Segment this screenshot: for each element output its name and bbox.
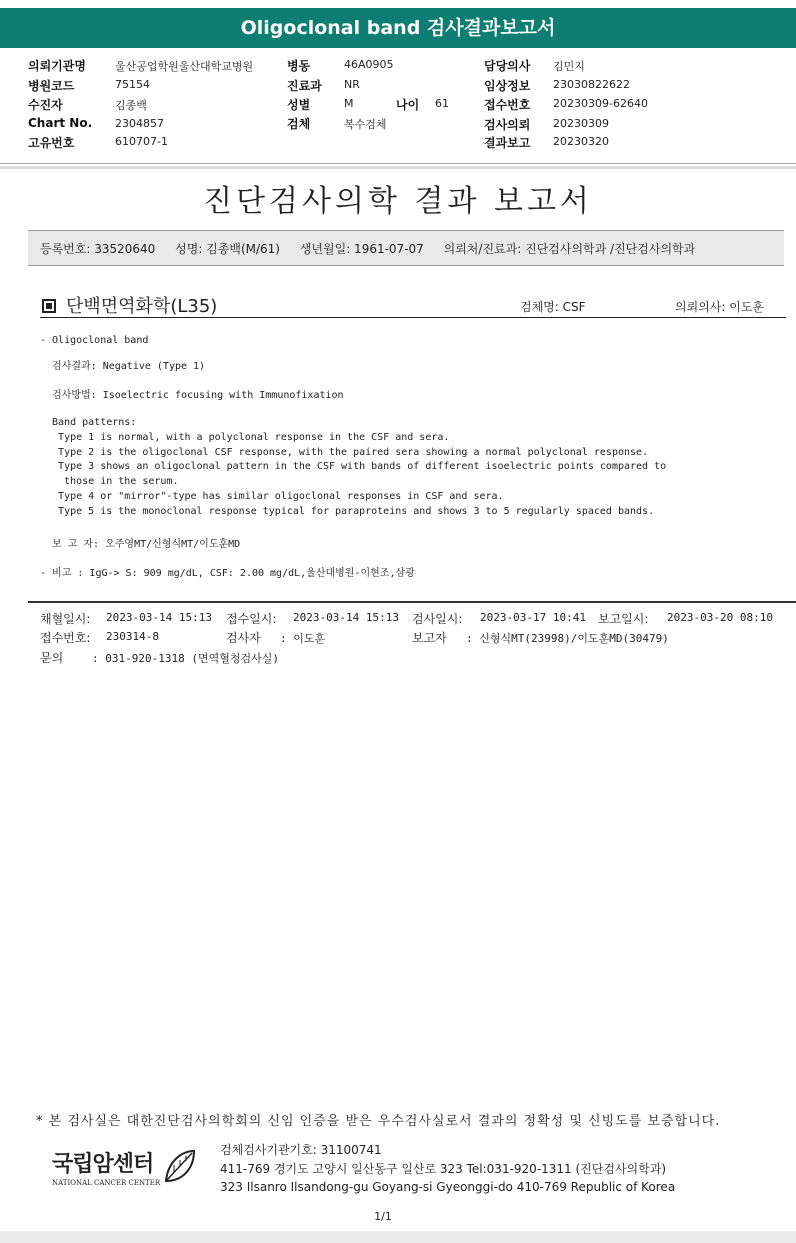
certification-note: * 본 검사실은 대한진단검사의학회의 신임 인증을 받은 우수검사실로서 결과의 정확성 및 신빙도를 보증합니다. xyxy=(36,1114,721,1129)
referral-dept: 의뢰처/진료과: 진단검사의학과 /진단검사의학과 xyxy=(443,242,696,256)
receive-label: 접수일시: xyxy=(226,612,277,626)
specimen-value: 복수검체 xyxy=(344,118,387,131)
band-patterns-heading: Band patterns: xyxy=(40,417,137,428)
logo-english: NATIONAL CANCER CENTER xyxy=(52,1179,161,1187)
sex-value: M xyxy=(344,97,354,110)
tester-label: 검사자 xyxy=(226,631,261,645)
square-bullet-icon xyxy=(42,299,56,313)
ward-value: 46A0905 xyxy=(344,58,394,71)
test-method: 검사방법: Isoelectric focusing with Immunofixation xyxy=(40,390,344,401)
doctor-label: 담당의사 xyxy=(484,59,531,73)
receipt-no-value: 20230309-62640 xyxy=(553,97,648,110)
section-title: 단백면역화학(L35) xyxy=(66,296,218,317)
institution-label: 의뢰기관명 xyxy=(28,59,86,73)
specimen-label: 검체 xyxy=(287,117,311,131)
receipt-number-value: 230314-8 xyxy=(106,630,159,643)
band-type-2: Type 2 is the oligoclonal CSF response, with the paired sera showing a normal polyclonal response. xyxy=(40,447,649,458)
footer-divider xyxy=(28,601,796,603)
collect-label: 채혈일시: xyxy=(40,612,91,626)
requesting-physician: 의뢰의사: 이도훈 xyxy=(675,300,765,314)
chart-no-label: Chart No. xyxy=(28,116,93,130)
ncc-logo xyxy=(48,1147,198,1191)
doctor-value: 김민지 xyxy=(553,60,585,73)
registration-number: 등록번호: 33520640 xyxy=(40,242,156,256)
test-name: - Oligoclonal band xyxy=(40,335,149,346)
test-result: 검사결과: Negative (Type 1) xyxy=(40,361,206,372)
clinical-info-value: 23030822622 xyxy=(553,78,630,91)
band-type-4: Type 4 or "mirror"-type has similar oligoclonal responses in CSF and sera. xyxy=(40,491,504,502)
recipient-label: 수진자 xyxy=(28,98,63,112)
report-date-value: 20230320 xyxy=(553,135,609,148)
address-korean: 411-769 경기도 고양시 일산동구 일산로 323 Tel:031-920-1311 (진단검사의학과) xyxy=(220,1162,667,1176)
test-value: 2023-03-17 10:41 xyxy=(480,611,586,624)
hospital-code-value: 75154 xyxy=(115,78,150,91)
address-english: 323 Ilsanro Ilsandong-gu Goyang-si Gyeonggi-do 410-769 Republic of Korea xyxy=(220,1180,676,1194)
section-title-wrap xyxy=(42,292,217,318)
band-type-3: Type 3 shows an oligoclonal pattern in the CSF with bands of different isoelectric points compared to xyxy=(40,461,667,472)
inquiry-value: : 031-920-1318 (면역혈청검사실) xyxy=(92,652,279,665)
band-type-3-cont: those in the serum. xyxy=(40,476,179,487)
institution-value: 울산공업학원울산대학교병원 xyxy=(115,60,254,73)
receipt-number-label: 접수번호: xyxy=(40,631,91,645)
test-label: 검사일시: xyxy=(412,612,463,626)
patient-name: 성명: 김종백(M/61) xyxy=(175,242,280,256)
dept-label: 진료과 xyxy=(287,79,322,93)
chart-no-value: 2304857 xyxy=(115,117,164,130)
age-label: 나이 xyxy=(396,98,420,112)
section-header xyxy=(40,290,786,318)
bottom-band xyxy=(0,1231,796,1243)
dept-value: NR xyxy=(344,78,360,91)
reporter-value: : 신형식MT(23998)/이도훈MD(30479) xyxy=(466,632,669,645)
report-title: 진단검사의학 결과 보고서 xyxy=(203,184,593,219)
request-date-label: 검사의뢰 xyxy=(484,118,531,132)
band-type-5: Type 5 is the monoclonal response typical for paraproteins and shows 3 to 5 regularly spaced bands. xyxy=(40,506,655,517)
remarks: - 비고 : IgG-> S: 909 mg/dL, CSF: 2.00 mg/dL,울산대병원-이현조,삼광 xyxy=(40,568,415,579)
logo-korean: 국립암센터 xyxy=(52,1152,154,1177)
sex-label: 성별 xyxy=(287,98,311,112)
age-value: 61 xyxy=(435,97,449,110)
agency-number: 검체검사기관기호: 31100741 xyxy=(220,1143,382,1157)
hospital-code-label: 병원코드 xyxy=(28,79,75,93)
birth-date: 생년월일: 1961-07-07 xyxy=(299,242,424,256)
report-label: 보고일시: xyxy=(598,612,649,626)
receive-value: 2023-03-14 15:13 xyxy=(293,611,399,624)
report-value: 2023-03-20 08:10 xyxy=(667,611,773,624)
inquiry-label: 문의 xyxy=(40,651,64,665)
report-title-bar: Oligoclonal band 검사결과보고서 xyxy=(0,8,796,48)
collect-value: 2023-03-14 15:13 xyxy=(106,611,212,624)
patient-info-bar xyxy=(28,230,784,266)
page-number: 1/1 xyxy=(374,1210,392,1223)
header-info xyxy=(0,52,796,164)
ward-label: 병동 xyxy=(287,59,311,73)
request-date-value: 20230309 xyxy=(553,117,609,130)
leaf-logo-icon xyxy=(162,1147,198,1187)
receipt-no-label: 접수번호 xyxy=(484,98,531,112)
report-date-label: 결과보고 xyxy=(484,136,531,150)
reporters: 보 고 자: 오주영MT/신형식MT/이도훈MD xyxy=(40,539,241,550)
unique-no-value: 610707-1 xyxy=(115,135,168,148)
recipient-value: 김종백 xyxy=(115,99,147,112)
reporter-label: 보고자 xyxy=(412,631,447,645)
clinical-info-label: 임상정보 xyxy=(484,79,531,93)
band-type-1: Type 1 is normal, with a polyclonal response in the CSF and sera. xyxy=(40,432,450,443)
report-body-area xyxy=(0,166,796,1231)
unique-no-label: 고유번호 xyxy=(28,136,75,150)
tester-value: : 이도훈 xyxy=(280,632,326,645)
specimen-name: 검체명: CSF xyxy=(520,300,586,314)
